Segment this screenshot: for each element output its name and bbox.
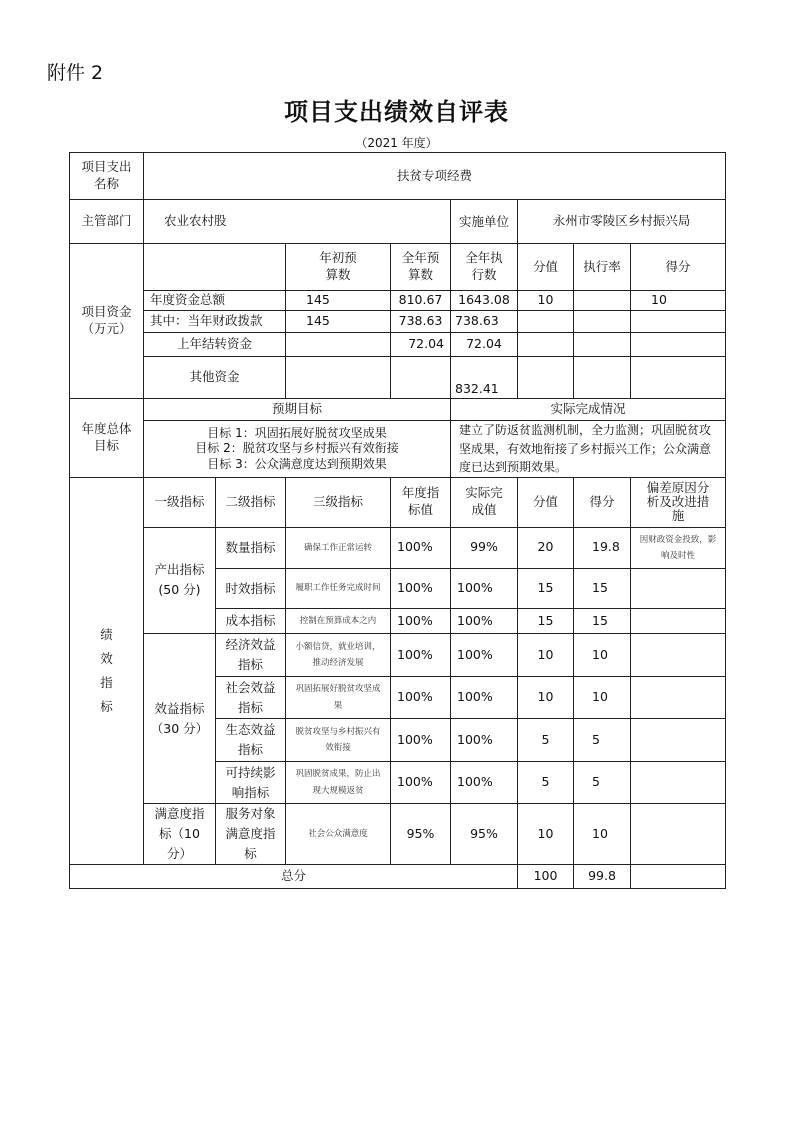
actual-header: 实际完成情况 (451, 399, 726, 421)
funds-cell: 1643.08 (451, 291, 518, 311)
level2-indicator: 经济效益指标 (216, 634, 286, 677)
performance-header: 偏差原因分析及改进措施 (631, 477, 726, 527)
total-score: 99.8 (574, 865, 631, 889)
funds-cell: 832.41 (451, 357, 518, 399)
year-label: （2021 年度） (355, 136, 438, 150)
level3-indicator: 社会公众满意度 (286, 804, 391, 865)
funds-header: 全年预算数 (391, 244, 451, 291)
funds-cell: 738.63 (391, 311, 451, 333)
actual-value: 100% (451, 719, 518, 762)
deviation-note (631, 677, 726, 719)
funds-cell: 738.63 (451, 311, 518, 333)
funds-cell: 145 (286, 291, 391, 311)
level2-indicator: 成本指标 (216, 609, 286, 634)
deviation-note (631, 609, 726, 634)
actual-value: 100% (451, 677, 518, 719)
expected-target: 目标 3：公众满意度达到预期效果 (207, 456, 387, 471)
funds-label: 项目资金（万元） (70, 244, 144, 399)
level1-indicator: 满意度指标（10 分） (144, 804, 216, 865)
level3-indicator: 控制在预算成本之内 (286, 609, 391, 634)
level2-indicator: 生态效益指标 (216, 719, 286, 762)
funds-cell (631, 357, 726, 399)
funds-header: 得分 (631, 244, 726, 291)
deviation-note (631, 634, 726, 677)
performance-header: 三级指标 (286, 477, 391, 527)
level2-indicator: 社会效益指标 (216, 677, 286, 719)
funds-cell: 810.67 (391, 291, 451, 311)
funds-row-name: 其他资金 (144, 357, 286, 399)
funds-cell: 10 (518, 291, 574, 311)
dept-value: 农业农村股 (144, 200, 451, 244)
target-value: 100% (391, 762, 451, 804)
attachment-label: 附件 2 (47, 62, 104, 84)
level3-indicator: 履职工作任务完成时间 (286, 569, 391, 609)
deviation-note (631, 569, 726, 609)
funds-cell (391, 357, 451, 399)
score: 10 (574, 804, 631, 865)
total-label: 总分 (70, 865, 518, 889)
funds-row-name: 年度资金总额 (144, 291, 286, 311)
actual-value: 100% (451, 569, 518, 609)
target-value: 100% (391, 527, 451, 568)
targets-label: 年度总体目标 (70, 399, 144, 478)
funds-cell (631, 333, 726, 357)
impl-unit-label: 实施单位 (451, 200, 518, 244)
expected-header: 预期目标 (144, 399, 451, 421)
target-value: 100% (391, 634, 451, 677)
level3-indicator: 巩固拓展好脱贫攻坚成果 (286, 677, 391, 719)
performance-label: 绩效指标 (70, 477, 144, 864)
funds-cell (518, 333, 574, 357)
actual-value: 95% (451, 804, 518, 865)
level1-indicator: 效益指标（30 分） (144, 634, 216, 804)
actual-completion: 建立了防返贫监测机制，全力监测；巩固脱贫攻坚成果，有效地衔接了乡村振兴工作；公众满意度已达到预期效果。 (451, 421, 726, 478)
level3-indicator: 小额信贷，就业培训，推动经济发展 (286, 634, 391, 677)
project-name-label: 项目支出名称 (70, 153, 144, 200)
level2-indicator: 可持续影响指标 (216, 762, 286, 804)
score: 19.8 (574, 527, 631, 568)
score-value: 5 (518, 762, 574, 804)
funds-row-name: 其中：当年财政拨款 (144, 311, 286, 333)
funds-cell: 72.04 (391, 333, 451, 357)
score-value: 10 (518, 677, 574, 719)
performance-header: 二级指标 (216, 477, 286, 527)
funds-cell (574, 333, 631, 357)
total-value: 100 (518, 865, 574, 889)
level3-indicator: 脱贫攻坚与乡村振兴有效衔接 (286, 719, 391, 762)
score-value: 5 (518, 719, 574, 762)
funds-header: 执行率 (574, 244, 631, 291)
target-value: 100% (391, 719, 451, 762)
score: 5 (574, 719, 631, 762)
funds-cell (574, 291, 631, 311)
funds-cell: 72.04 (451, 333, 518, 357)
page-title: 项目支出绩效自评表 (284, 97, 509, 126)
level2-indicator: 数量指标 (216, 527, 286, 568)
funds-cell (518, 311, 574, 333)
expected-target: 目标 1：巩固拓展好脱贫攻坚成果 (207, 425, 387, 440)
deviation-note (631, 719, 726, 762)
target-value: 100% (391, 677, 451, 719)
funds-cell: 10 (631, 291, 726, 311)
deviation-note (631, 762, 726, 804)
score: 15 (574, 609, 631, 634)
funds-row-name: 上年结转资金 (144, 333, 286, 357)
score: 10 (574, 677, 631, 719)
funds-cell (518, 357, 574, 399)
score-value: 20 (518, 527, 574, 568)
actual-value: 99% (451, 527, 518, 568)
level1-indicator: 产出指标(50 分) (144, 527, 216, 633)
performance-header: 得分 (574, 477, 631, 527)
score-value: 15 (518, 609, 574, 634)
expected-target: 目标 2：脱贫攻坚与乡村振兴有效衔接 (195, 441, 399, 456)
level2-indicator: 时效指标 (216, 569, 286, 609)
score: 10 (574, 634, 631, 677)
level2-indicator: 服务对象满意度指标 (216, 804, 286, 865)
performance-header: 分值 (518, 477, 574, 527)
target-value: 100% (391, 569, 451, 609)
self-evaluation-table (69, 152, 726, 889)
score-value: 10 (518, 634, 574, 677)
performance-header: 一级指标 (144, 477, 216, 527)
score: 5 (574, 762, 631, 804)
deviation-note: 因财政资金投致，影响及时性 (631, 527, 726, 568)
dept-label: 主管部门 (70, 200, 144, 244)
funds-header: 年初预算数 (286, 244, 391, 291)
performance-header: 实际完成值 (451, 477, 518, 527)
funds-cell: 145 (286, 311, 391, 333)
project-name-value: 扶贫专项经费 (144, 153, 726, 200)
funds-cell (574, 311, 631, 333)
funds-cell (286, 357, 391, 399)
funds-header: 分值 (518, 244, 574, 291)
score-value: 15 (518, 569, 574, 609)
deviation-note (631, 804, 726, 865)
score-value: 10 (518, 804, 574, 865)
target-value: 100% (391, 609, 451, 634)
actual-value: 100% (451, 634, 518, 677)
actual-value: 100% (451, 762, 518, 804)
score: 15 (574, 569, 631, 609)
funds-cell (631, 311, 726, 333)
funds-cell (286, 333, 391, 357)
level3-indicator: 确保工作正常运转 (286, 527, 391, 568)
level3-indicator: 巩固脱贫成果，防止出现大规模返贫 (286, 762, 391, 804)
impl-unit-value: 永州市零陵区乡村振兴局 (518, 200, 726, 244)
actual-value: 100% (451, 609, 518, 634)
target-value: 95% (391, 804, 451, 865)
funds-cell (574, 357, 631, 399)
funds-header: 全年执行数 (451, 244, 518, 291)
performance-header: 年度指标值 (391, 477, 451, 527)
